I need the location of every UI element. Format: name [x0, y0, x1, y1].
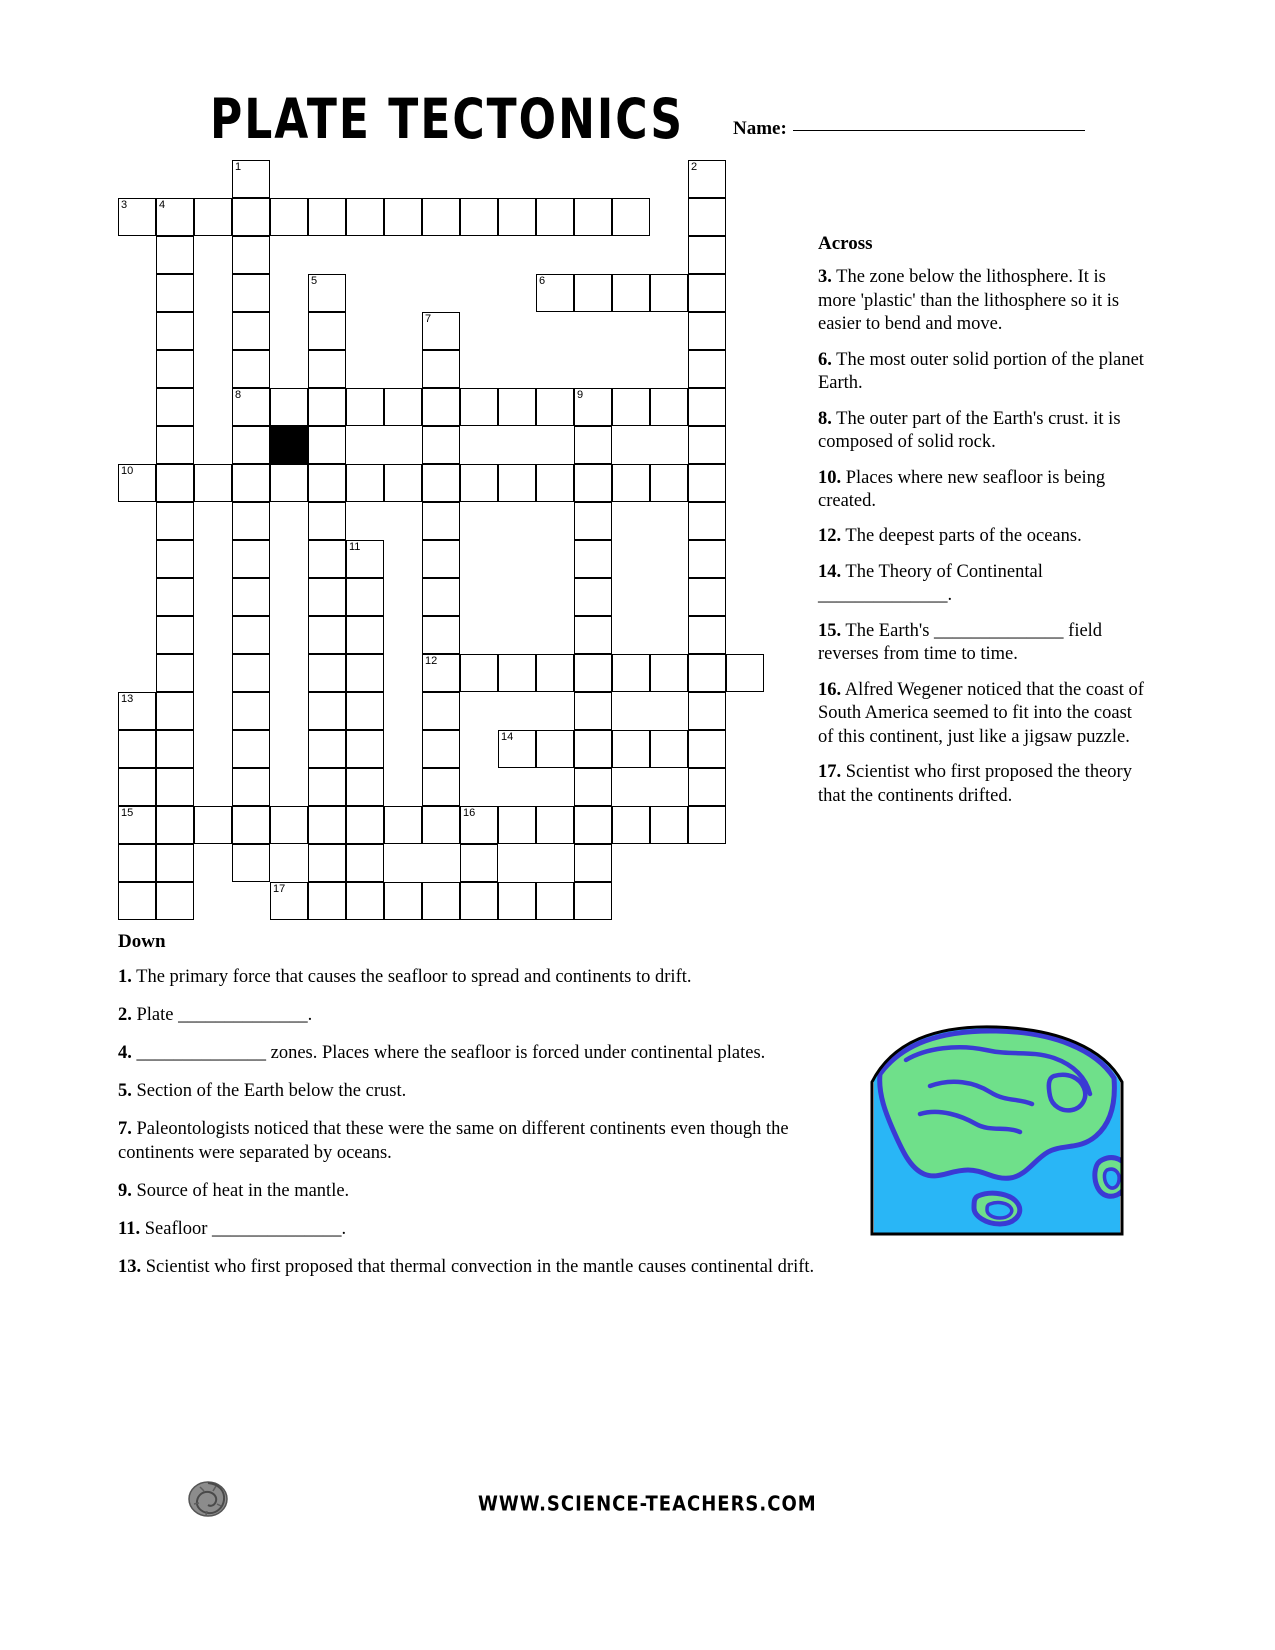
- grid-cell[interactable]: [498, 654, 536, 692]
- grid-cell[interactable]: [688, 312, 726, 350]
- grid-cell[interactable]: [422, 502, 460, 540]
- grid-cell[interactable]: [232, 578, 270, 616]
- grid-cell[interactable]: [688, 464, 726, 502]
- grid-cell[interactable]: [422, 426, 460, 464]
- grid-cell[interactable]: [422, 350, 460, 388]
- grid-cell[interactable]: [612, 806, 650, 844]
- grid-cell[interactable]: [346, 578, 384, 616]
- across-clues-section: [818, 232, 1148, 820]
- page-title: PLATE TECTONICS: [210, 88, 685, 152]
- grid-cell-number: 6: [539, 275, 546, 287]
- grid-cell[interactable]: [460, 844, 498, 882]
- grid-cell[interactable]: [422, 312, 460, 350]
- grid-cell[interactable]: [574, 692, 612, 730]
- grid-cell[interactable]: [536, 882, 574, 920]
- down-clues-section: [118, 930, 828, 1293]
- grid-cell[interactable]: [232, 312, 270, 350]
- grid-cell[interactable]: [498, 464, 536, 502]
- grid-cell[interactable]: [498, 882, 536, 920]
- grid-cell[interactable]: [232, 464, 270, 502]
- grid-cell[interactable]: [574, 882, 612, 920]
- grid-cell[interactable]: [688, 274, 726, 312]
- grid-cell[interactable]: [156, 730, 194, 768]
- across-clue: 16. Alfred Wegener noticed that the coast of South America seemed to fit into the coast of this continent, just like a jigsaw puzzle.: [818, 679, 1144, 747]
- grid-cell[interactable]: [384, 882, 422, 920]
- down-clue: 2. Plate ______________.: [118, 1004, 313, 1025]
- grid-cell[interactable]: [536, 806, 574, 844]
- across-heading: Across: [818, 233, 873, 254]
- grid-cell[interactable]: [118, 464, 156, 502]
- grid-cell[interactable]: [308, 464, 346, 502]
- grid-cell[interactable]: [574, 274, 612, 312]
- grid-cell[interactable]: [308, 730, 346, 768]
- grid-cell[interactable]: [688, 426, 726, 464]
- grid-cell[interactable]: [460, 388, 498, 426]
- grid-cell[interactable]: [688, 730, 726, 768]
- grid-cell[interactable]: [422, 464, 460, 502]
- grid-cell[interactable]: [650, 274, 688, 312]
- grid-cell[interactable]: [422, 388, 460, 426]
- grid-cell[interactable]: [308, 540, 346, 578]
- grid-cell[interactable]: [118, 692, 156, 730]
- grid-cell[interactable]: [536, 388, 574, 426]
- grid-cell[interactable]: [574, 198, 612, 236]
- grid-cell[interactable]: [308, 616, 346, 654]
- grid-cell[interactable]: [384, 464, 422, 502]
- grid-cell[interactable]: [574, 388, 612, 426]
- grid-cell[interactable]: [232, 730, 270, 768]
- grid-cell[interactable]: [156, 578, 194, 616]
- name-field-block: [733, 118, 1085, 140]
- grid-cell[interactable]: [688, 388, 726, 426]
- grid-cell[interactable]: [308, 768, 346, 806]
- grid-cell[interactable]: [346, 540, 384, 578]
- grid-cell[interactable]: [156, 464, 194, 502]
- grid-cell[interactable]: [574, 578, 612, 616]
- grid-cell[interactable]: [612, 198, 650, 236]
- grid-cell[interactable]: [574, 426, 612, 464]
- grid-cell[interactable]: [232, 502, 270, 540]
- grid-cell[interactable]: [194, 198, 232, 236]
- grid-cell[interactable]: [422, 768, 460, 806]
- grid-cell[interactable]: [270, 388, 308, 426]
- grid-cell[interactable]: [232, 274, 270, 312]
- grid-cell[interactable]: [308, 654, 346, 692]
- grid-cell[interactable]: [308, 844, 346, 882]
- grid-cell[interactable]: [156, 692, 194, 730]
- grid-cell[interactable]: [346, 388, 384, 426]
- name-input-line[interactable]: [793, 130, 1085, 131]
- across-clue: 10. Places where new seafloor is being created.: [818, 467, 1106, 511]
- grid-cell[interactable]: [612, 730, 650, 768]
- grid-cell-number: 9: [577, 389, 584, 401]
- grid-cell[interactable]: [574, 844, 612, 882]
- name-label: Name:: [733, 118, 787, 139]
- grid-cell[interactable]: [498, 388, 536, 426]
- grid-cell[interactable]: [422, 654, 460, 692]
- down-clue: 11. Seafloor ______________.: [118, 1219, 347, 1240]
- grid-cell[interactable]: [156, 768, 194, 806]
- grid-cell[interactable]: [726, 654, 764, 692]
- down-clue: 4. ______________ zones. Places where the seafloor is forced under continental plates.: [118, 1042, 766, 1063]
- grid-cell[interactable]: [650, 464, 688, 502]
- grid-cell[interactable]: [346, 198, 384, 236]
- grid-cell[interactable]: [422, 730, 460, 768]
- grid-cell[interactable]: [308, 806, 346, 844]
- grid-cell[interactable]: [194, 806, 232, 844]
- grid-cell[interactable]: [536, 654, 574, 692]
- grid-cell-number: 1: [235, 161, 242, 173]
- grid-cell[interactable]: [536, 274, 574, 312]
- grid-cell[interactable]: [308, 882, 346, 920]
- grid-cell[interactable]: [308, 312, 346, 350]
- grid-cell[interactable]: [118, 882, 156, 920]
- grid-cell[interactable]: [574, 540, 612, 578]
- grid-cell[interactable]: [308, 692, 346, 730]
- grid-cell-number: 16: [463, 807, 476, 819]
- grid-cell[interactable]: [308, 426, 346, 464]
- grid-cell[interactable]: [574, 502, 612, 540]
- grid-cell[interactable]: [346, 844, 384, 882]
- grid-cell[interactable]: [118, 198, 156, 236]
- grid-cell[interactable]: [232, 198, 270, 236]
- grid-cell[interactable]: [688, 350, 726, 388]
- grid-cell[interactable]: [232, 160, 270, 198]
- down-clue: 5. Section of the Earth below the crust.: [118, 1080, 407, 1101]
- grid-cell[interactable]: [612, 464, 650, 502]
- grid-cell[interactable]: [232, 616, 270, 654]
- grid-cell[interactable]: [384, 388, 422, 426]
- grid-cell[interactable]: [612, 388, 650, 426]
- grid-cell-number: 12: [425, 655, 438, 667]
- grid-cell-number: 17: [273, 883, 286, 895]
- grid-cell[interactable]: [688, 578, 726, 616]
- crossword-grid[interactable]: [118, 160, 778, 908]
- grid-cell[interactable]: [688, 768, 726, 806]
- grid-cell[interactable]: [574, 464, 612, 502]
- grid-cell[interactable]: [156, 312, 194, 350]
- grid-cell[interactable]: [156, 654, 194, 692]
- grid-cell[interactable]: [650, 730, 688, 768]
- grid-cell[interactable]: [232, 806, 270, 844]
- grid-cell[interactable]: [574, 616, 612, 654]
- grid-cell[interactable]: [270, 464, 308, 502]
- grid-cell[interactable]: [422, 806, 460, 844]
- grid-cell[interactable]: [498, 198, 536, 236]
- grid-cell-number: 8: [235, 389, 242, 401]
- grid-cell[interactable]: [460, 654, 498, 692]
- grid-cell[interactable]: [156, 350, 194, 388]
- grid-cell[interactable]: [308, 198, 346, 236]
- down-clue: 7. Paleontologists noticed that these were the same on different continents even though the continents were separated by oceans.: [118, 1118, 789, 1163]
- grid-cell-number: 7: [425, 313, 432, 325]
- grid-cell[interactable]: [156, 388, 194, 426]
- grid-cell[interactable]: [156, 426, 194, 464]
- grid-cell[interactable]: [270, 882, 308, 920]
- grid-cell[interactable]: [156, 502, 194, 540]
- grid-cell-number: 4: [159, 199, 166, 211]
- grid-cell[interactable]: [422, 616, 460, 654]
- grid-cell[interactable]: [346, 806, 384, 844]
- grid-cell-number: 2: [691, 161, 698, 173]
- grid-cell[interactable]: [156, 236, 194, 274]
- grid-cell[interactable]: [346, 730, 384, 768]
- grid-cell[interactable]: [156, 198, 194, 236]
- grid-cell[interactable]: [118, 730, 156, 768]
- grid-cell[interactable]: [156, 274, 194, 312]
- grid-cell-number: 10: [121, 465, 134, 477]
- grid-cell[interactable]: [156, 806, 194, 844]
- grid-cell-number: 5: [311, 275, 318, 287]
- grid-cell[interactable]: [650, 806, 688, 844]
- grid-cell[interactable]: [308, 350, 346, 388]
- grid-cell[interactable]: [688, 236, 726, 274]
- grid-cell[interactable]: [574, 730, 612, 768]
- grid-cell[interactable]: [422, 198, 460, 236]
- grid-cell-number: 11: [349, 541, 361, 553]
- grid-cell[interactable]: [308, 578, 346, 616]
- across-clue: 15. The Earth's ______________ field reverses from time to time.: [818, 620, 1103, 665]
- grid-cell[interactable]: [688, 198, 726, 236]
- grid-cell[interactable]: [650, 388, 688, 426]
- grid-cell-number: 14: [501, 731, 514, 743]
- grid-cell[interactable]: [688, 616, 726, 654]
- grid-cell[interactable]: [156, 844, 194, 882]
- across-clue: 14. The Theory of Continental ______________.: [818, 561, 1043, 606]
- grid-cell[interactable]: [156, 616, 194, 654]
- grid-cell[interactable]: [574, 654, 612, 692]
- across-clue: 17. Scientist who first proposed the theory that the continents drifted.: [818, 762, 1132, 806]
- grid-cell[interactable]: [118, 806, 156, 844]
- grid-cell[interactable]: [650, 654, 688, 692]
- grid-cell[interactable]: [232, 426, 270, 464]
- grid-cell-number: 15: [121, 807, 134, 819]
- grid-cell[interactable]: [612, 654, 650, 692]
- grid-cell[interactable]: [384, 198, 422, 236]
- grid-cell[interactable]: [688, 806, 726, 844]
- grid-cell[interactable]: [460, 198, 498, 236]
- grid-cell[interactable]: [346, 882, 384, 920]
- grid-cell[interactable]: [232, 350, 270, 388]
- grid-cell[interactable]: [346, 654, 384, 692]
- across-clue: 8. The outer part of the Earth's crust. it is composed of solid rock.: [818, 408, 1121, 453]
- grid-cell[interactable]: [346, 768, 384, 806]
- grid-cell[interactable]: [156, 540, 194, 578]
- ammonite-fossil-logo: [186, 1478, 230, 1520]
- grid-cell[interactable]: [346, 616, 384, 654]
- grid-cell[interactable]: [232, 388, 270, 426]
- grid-cell[interactable]: [536, 198, 574, 236]
- grid-cell[interactable]: [270, 806, 308, 844]
- down-clue: 1. The primary force that causes the seafloor to spread and continents to drift.: [118, 966, 692, 987]
- grid-cell[interactable]: [194, 464, 232, 502]
- grid-cell[interactable]: [688, 502, 726, 540]
- grid-cell[interactable]: [422, 540, 460, 578]
- grid-cell[interactable]: [422, 692, 460, 730]
- grid-cell[interactable]: [346, 692, 384, 730]
- grid-cell[interactable]: [308, 274, 346, 312]
- grid-cell[interactable]: [574, 768, 612, 806]
- grid-cell[interactable]: [346, 464, 384, 502]
- grid-cell-number: 3: [121, 199, 128, 211]
- grid-cell[interactable]: [118, 768, 156, 806]
- down-clue: 9. Source of heat in the mantle.: [118, 1180, 350, 1201]
- grid-cell[interactable]: [384, 806, 422, 844]
- grid-cell[interactable]: [232, 692, 270, 730]
- grid-cell[interactable]: [308, 502, 346, 540]
- grid-cell[interactable]: [536, 464, 574, 502]
- grid-cell[interactable]: [232, 654, 270, 692]
- grid-cell[interactable]: [688, 540, 726, 578]
- grid-cell[interactable]: [536, 730, 574, 768]
- grid-cell[interactable]: [232, 540, 270, 578]
- across-clue: 12. The deepest parts of the oceans.: [818, 526, 1082, 547]
- footer-website-url[interactable]: WWW.SCIENCE-TEACHERS.COM: [478, 1492, 817, 1517]
- grid-cell[interactable]: [574, 806, 612, 844]
- grid-cell[interactable]: [156, 882, 194, 920]
- grid-cell[interactable]: [688, 692, 726, 730]
- grid-cell[interactable]: [460, 464, 498, 502]
- grid-cell[interactable]: [498, 730, 536, 768]
- grid-cell[interactable]: [422, 882, 460, 920]
- grid-cell-number: 13: [121, 693, 134, 705]
- grid-cell[interactable]: [232, 768, 270, 806]
- pangaea-earth-illustration: [866, 1020, 1128, 1242]
- grid-cell[interactable]: [232, 844, 270, 882]
- grid-cell[interactable]: [612, 274, 650, 312]
- grid-cell-blocked: [270, 426, 308, 464]
- grid-cell[interactable]: [688, 160, 726, 198]
- grid-cell[interactable]: [498, 806, 536, 844]
- grid-cell[interactable]: [308, 388, 346, 426]
- grid-cell[interactable]: [232, 236, 270, 274]
- grid-cell[interactable]: [460, 806, 498, 844]
- down-heading: Down: [118, 931, 166, 952]
- grid-cell[interactable]: [460, 882, 498, 920]
- down-clue: 13. Scientist who first proposed that thermal convection in the mantle causes continental drift.: [118, 1257, 815, 1278]
- grid-cell[interactable]: [118, 844, 156, 882]
- grid-cell[interactable]: [270, 198, 308, 236]
- grid-cell[interactable]: [688, 654, 726, 692]
- across-clue: 6. The most outer solid portion of the planet Earth.: [818, 349, 1144, 394]
- grid-cell[interactable]: [422, 578, 460, 616]
- across-clue: 3. The zone below the lithosphere. It is more 'plastic' than the lithosphere so it is easier to bend and move.: [818, 267, 1120, 335]
